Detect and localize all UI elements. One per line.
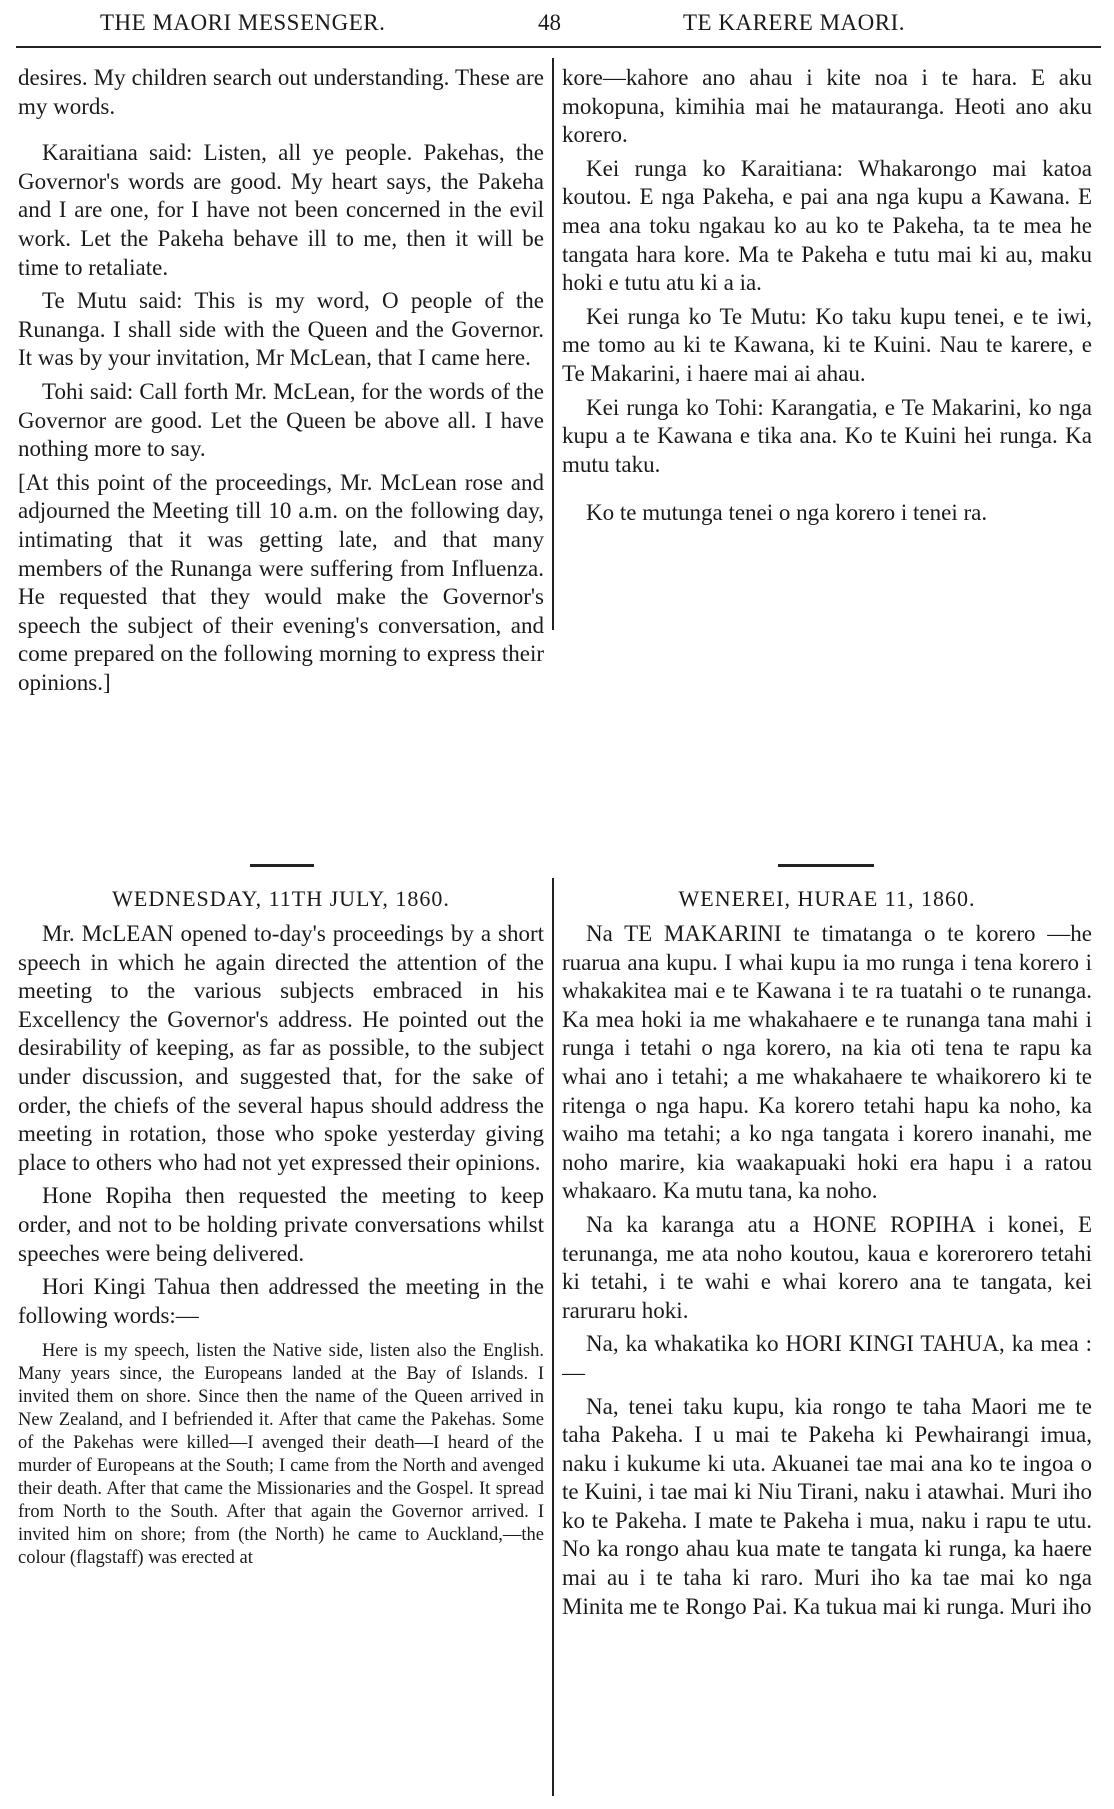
section-divider-rule [778, 864, 874, 867]
paragraph: Ko te mutunga tenei o nga korero i tenei ra. [586, 500, 988, 526]
paragraph: Kei runga ko Tohi: Karangatia, e Te Makarini, ko nga kupu a te Kawana e tika ana. Ko te Kuini hei runga. Ka mutu taku. [562, 394, 1092, 477]
section-divider-rule [250, 864, 314, 867]
right-column-bottom [562, 886, 1092, 1800]
right-column-top [562, 64, 1092, 624]
masthead-maori-title: TE KARERE MAORI. [683, 10, 906, 35]
paragraph: [At this point of the proceedings, Mr. McLean rose and adjourned the Meeting till 10 a.m. on the following day, intimating that it was getting late, and that many members of the Runanga were suffering from Influenza. He requested that they would make the Governor's speech the subject of their evening's conversation, and come prepared on the following morning to express their opinions.] [18, 469, 544, 695]
column-divider-bottom [552, 878, 554, 1796]
section-heading-english: WEDNESDAY, 11TH JULY, 1860. [112, 886, 450, 911]
paragraph: Kei runga ko Karaitiana: Whakarongo mai katoa koutou. E nga Pakeha, e pai ana nga kupu a Kawana. E mea ana toku ngakau ko au ko te Pakeha, ta te mea he tangata hara kore. Ma te Pakeha e tutu mai ki au, maku hoki e tutu atu ki a ia. [562, 155, 1092, 296]
paragraph: Na, ka whakatika ko HORI KINGI TAHUA, ka mea :— [562, 1331, 1092, 1385]
paragraph: Na, tenei taku kupu, kia rongo te taha Maori me te taha Pakeha. I u mai te Pakeha ki Pewhairangi imua, naku i kukume ki uta. Akuanei tae mai ana ko te ingoa o te Kuini, i tae mai ki Niu Tirani, naku i atawhai. Muri iho ko te Pakeha. I mate te Pakeha i mua, naku i rapu te utu. No ka rongo ahau kua mate te tangata ki runga, ka haere mai au i te taha ki raro. Muri iho ka tae mai ko nga Minita me te Rongo Pai. Ka tukua mai ki runga. Muri iho [562, 1393, 1092, 1619]
left-column-top [18, 64, 544, 854]
paragraph: desires. My children search out understanding. These are my words. [18, 65, 544, 119]
paragraph: kore—kahore ano ahau i kite noa i te hara. E aku mokopuna, kimihia mai he matauranga. Heoti ano aku korero. [562, 65, 1092, 148]
paragraph: Na ka karanga atu a HONE ROPIHA i konei, E terunanga, me ata noho koutou, kaua e korerorero tetahi ki tetahi, i te wahi e whai korero ana te tangata, kei raruraru hoki. [562, 1211, 1092, 1323]
paragraph: Mr. McLEAN opened to-day's proceedings by a short speech in which he again directed the attention of the meeting to the various subjects embraced in his Excellency the Governor's address. He pointed out the desirability of keeping, as far as possible, to the subject under discussion, and suggested that, for the sake of order, the chiefs of the several hapus should address the meeting in rotation, those who spoke yesterday giving place to others who had not yet expressed their opinions. [18, 921, 544, 1175]
section-heading-maori: WENEREI, HURAE 11, 1860. [678, 886, 976, 911]
masthead-rule [16, 46, 1101, 48]
masthead [0, 0, 1114, 44]
paragraph: Na TE MAKARINI te timatanga o te korero —he ruarua ana kupu. I whai kupu ia mo runga i tena korero i whakakitea mai e te Kawana i te ra tuatahi o te runanga. Ka mea hoki ia me whakahaere e te runanga tana mahi i runga i tetahi o nga korero, na kia oti tena te rapu ka whai ano i tetahi; a me whakahaere te whaikorero ki te ritenga o nga hapu. Ka korero tetahi hapu ka noho, ka waiho ma tetahi; a ko nga tangata i korero inanahi, me noho marire, kia waakapuaki hoki era hapu i a ratou whakaaro. Ka mutu tana, ka noho. [562, 921, 1092, 1204]
paragraph: Te Mutu said: This is my word, O people of the Runanga. I shall side with the Queen and the Governor. It was by your invitation, Mr McLean, that I came here. [18, 288, 544, 371]
paragraph: Hone Ropiha then requested the meeting to keep order, and not to be holding private conversations whilst speeches were being delivered. [18, 1183, 544, 1266]
masthead-english-title: THE MAORI MESSENGER. [100, 10, 386, 35]
paragraph: Kei runga ko Te Mutu: Ko taku kupu tenei, e te iwi, me tomo au ki te Kawana, ki te Kuini. Nau te karere, e Te Makarini, i haere mai ai ahau. [562, 303, 1092, 386]
paragraph: Karaitiana said: Listen, all ye people. Pakehas, the Governor's words are good. My heart says, the Pakeha and I are one, for I have not been concerned in the evil work. Let the Pakeha behave ill to me, then it will be time to retaliate. [18, 140, 544, 280]
left-column-bottom [18, 886, 544, 1800]
page-number: 48 [538, 10, 561, 35]
speech-paragraph: Here is my speech, listen the Native side, listen also the English. Many years since, the Europeans landed at the Bay of Islands. I invited them on shore. Since then the name of the Queen arrived in New Zealand, and I befriended it. After that came the Pakehas. Some of the Pakehas were killed—I avenged their death—I heard of the murder of Europeans at the South; I came from the North and avenged their death. After that came the Missionaries and the Gospel. It spread from North to the South. After that again the Governor arrived. I invited him on shore; from (the North) he came to Auckland,—the colour (flagstaff) was erected at [18, 1341, 544, 1569]
paragraph: Hori Kingi Tahua then addressed the meeting in the following words:— [18, 1274, 544, 1328]
paragraph: Tohi said: Call forth Mr. McLean, for the words of the Governor are good. Let the Queen be above all. I have nothing more to say. [18, 378, 544, 462]
column-divider-top [552, 58, 554, 630]
